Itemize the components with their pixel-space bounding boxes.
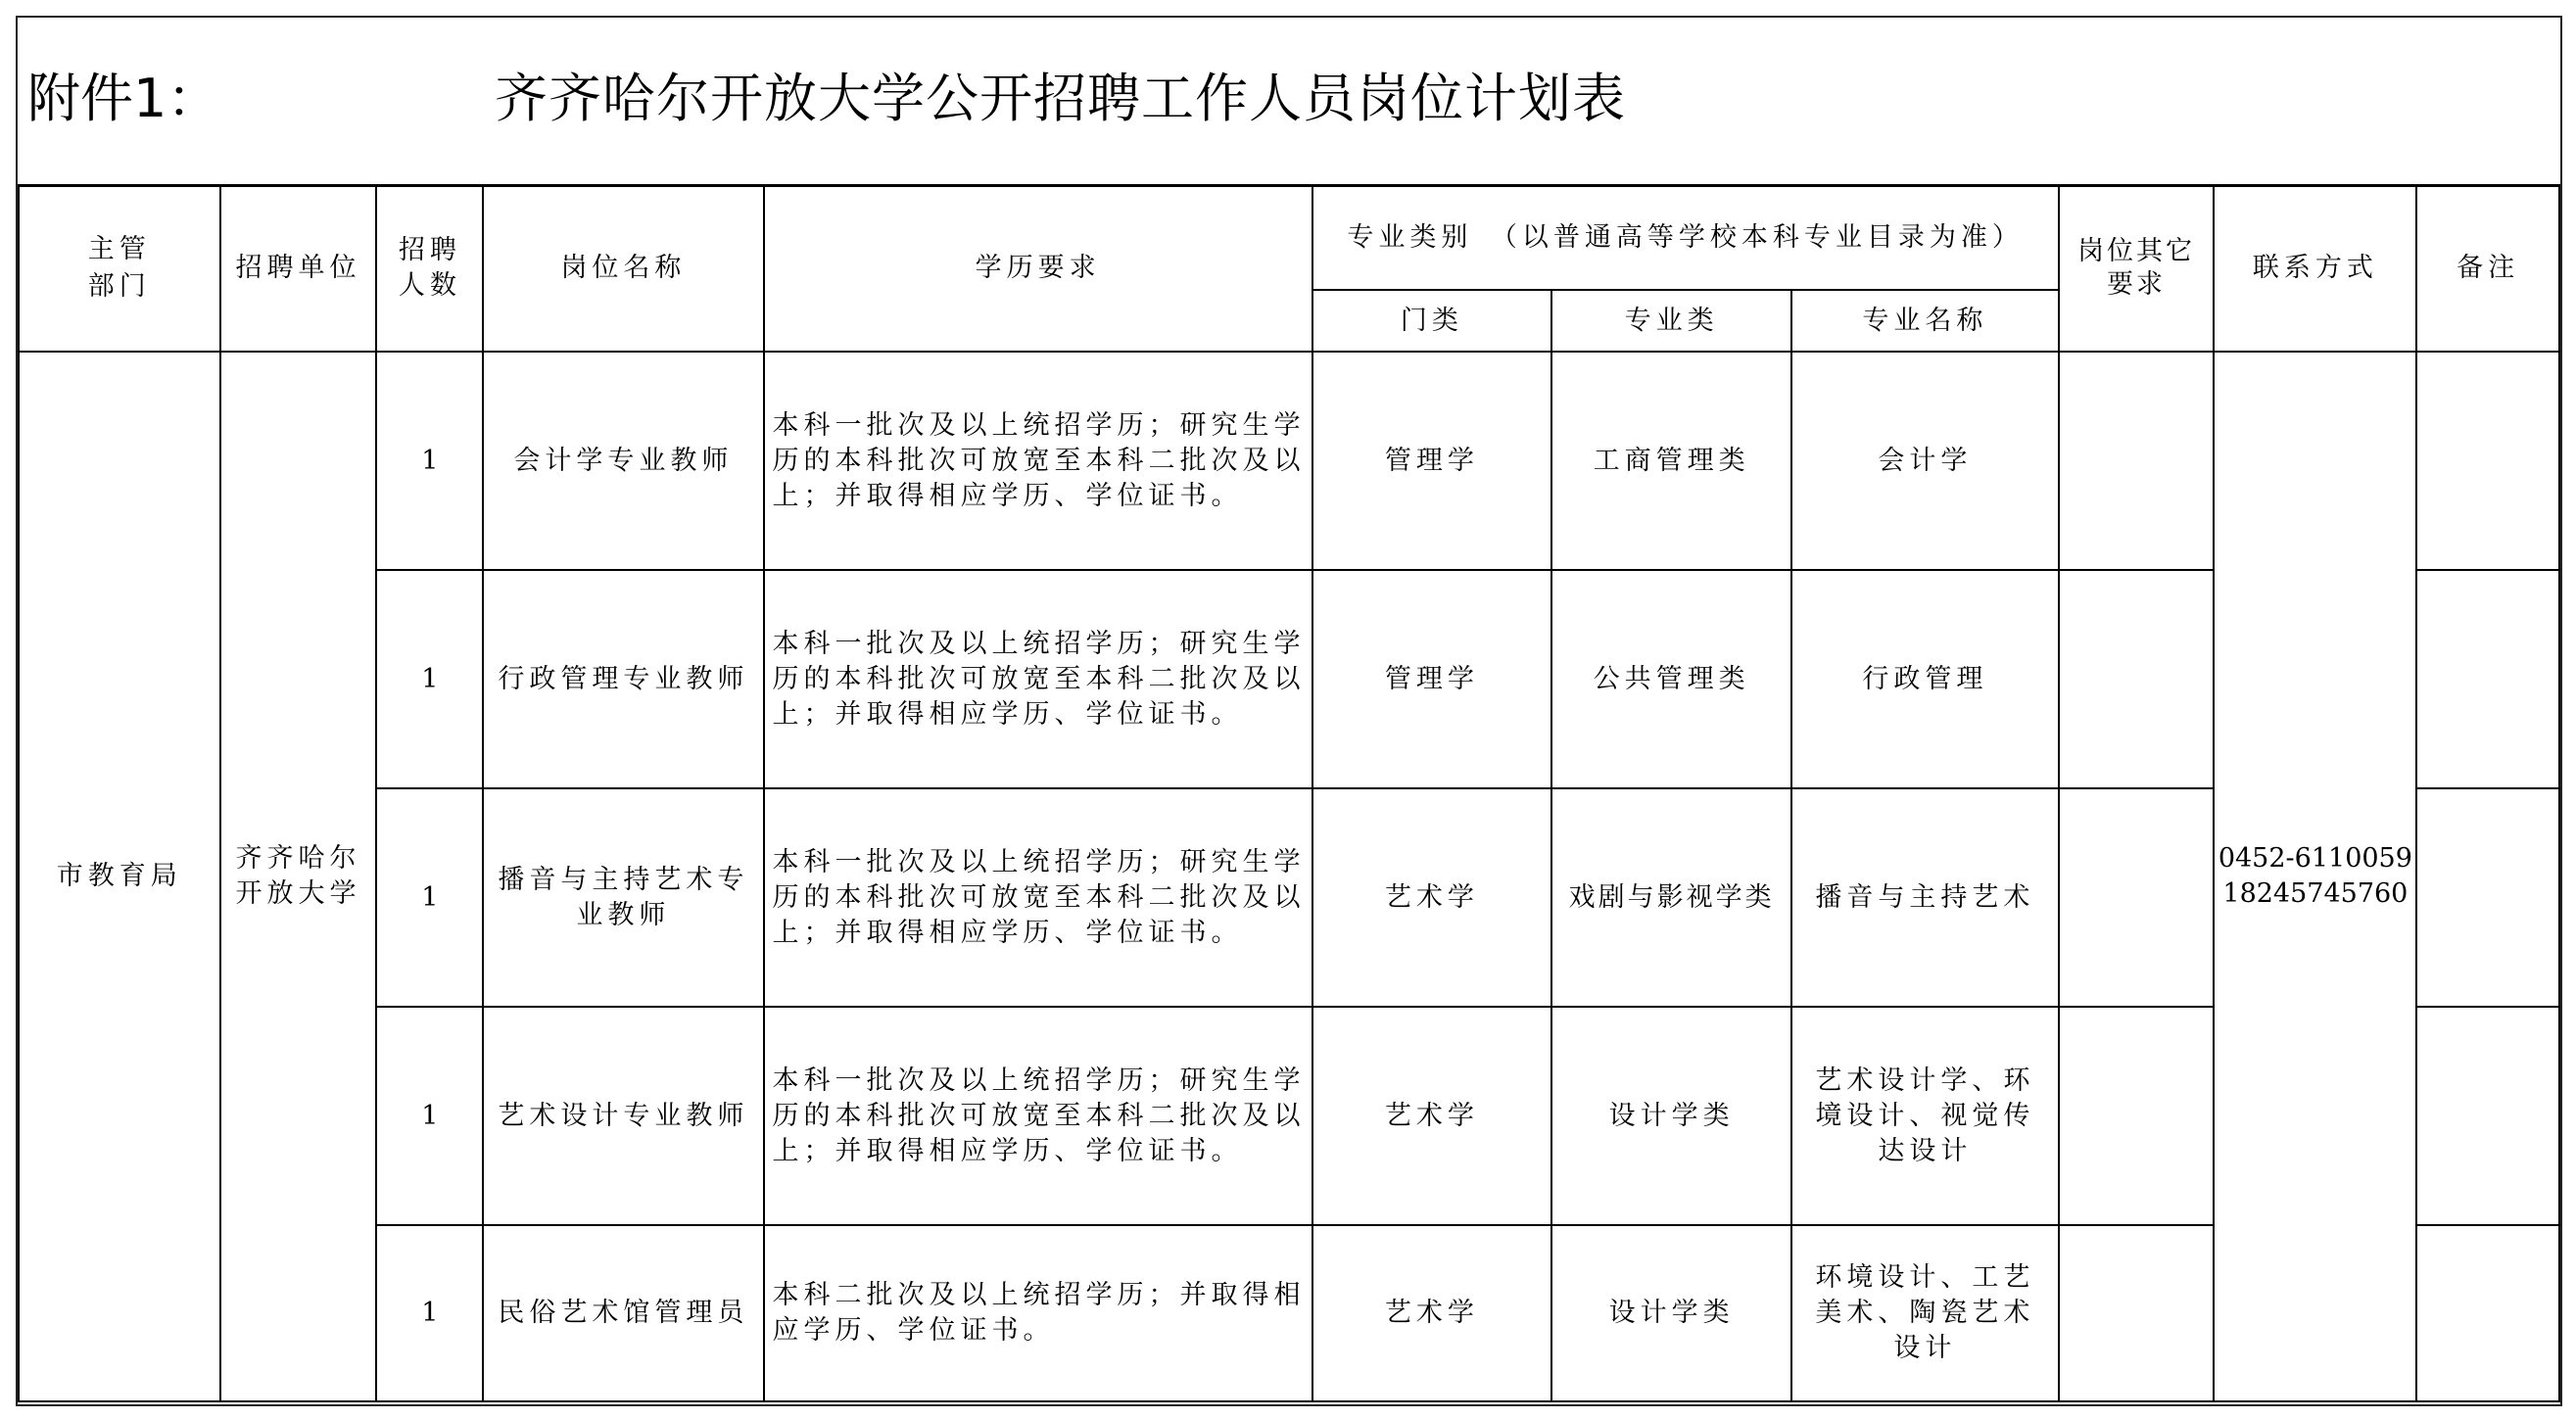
unit-cell: 齐齐哈尔开放大学: [220, 352, 377, 1401]
attachment-label: 附件1：: [27, 68, 220, 129]
col-header-remark: 备注: [2416, 185, 2559, 352]
count-cell: 1: [376, 1007, 483, 1225]
major-class-cell: 工商管理类: [1551, 352, 1791, 570]
page-title: 齐齐哈尔开放大学公开招聘工作人员岗位计划表: [495, 68, 1626, 129]
position-cell: 会计学专业教师: [483, 352, 763, 570]
col-header-contact: 联系方式: [2214, 185, 2416, 352]
table-row: [19, 1225, 2559, 1401]
remark-cell: [2416, 1007, 2559, 1225]
col-header-position: 岗位名称: [483, 185, 763, 352]
position-cell: 行政管理专业教师: [483, 570, 763, 788]
education-cell: 本科一批次及以上统招学历；研究生学历的本科批次可放宽至本科二批次及以上；并取得相应学历、学位证书。: [764, 788, 1312, 1007]
education-cell: 本科一批次及以上统招学历；研究生学历的本科批次可放宽至本科二批次及以上；并取得相应学历、学位证书。: [764, 352, 1312, 570]
contact-phone-1: 0452-6110059: [2218, 843, 2412, 874]
table-row: [19, 352, 2559, 570]
count-cell: 1: [376, 788, 483, 1007]
position-cell: 播音与主持艺术专业教师: [483, 788, 763, 1007]
education-cell: 本科一批次及以上统招学历；研究生学历的本科批次可放宽至本科二批次及以上；并取得相应学历、学位证书。: [764, 570, 1312, 788]
remark-cell: [2416, 570, 2559, 788]
education-cell: 本科二批次及以上统招学历；并取得相应学历、学位证书。: [764, 1225, 1312, 1401]
col-header-major-class: 专业类: [1551, 290, 1791, 352]
col-header-major-name: 专业名称: [1791, 290, 2058, 352]
col-header-unit: 招聘单位: [220, 185, 377, 352]
category-cell: 艺术学: [1312, 1225, 1551, 1401]
major-class-cell: 设计学类: [1551, 1225, 1791, 1401]
count-cell: 1: [376, 352, 483, 570]
major-name-cell: 行政管理: [1791, 570, 2058, 788]
other-cell: [2059, 1225, 2215, 1401]
position-cell: 艺术设计专业教师: [483, 1007, 763, 1225]
other-cell: [2059, 570, 2215, 788]
contact-cell: [2214, 352, 2416, 1401]
table-row: [19, 788, 2559, 1007]
title-bar: [18, 18, 2560, 187]
category-cell: 艺术学: [1312, 1007, 1551, 1225]
remark-cell: [2416, 1225, 2559, 1401]
position-cell: 民俗艺术馆管理员: [483, 1225, 763, 1401]
remark-cell: [2416, 788, 2559, 1007]
col-header-category: 门类: [1312, 290, 1551, 352]
major-class-cell: 戏剧与影视学类: [1551, 788, 1791, 1007]
col-header-education: 学历要求: [764, 185, 1312, 352]
other-cell: [2059, 352, 2215, 570]
remark-cell: [2416, 352, 2559, 570]
category-cell: 管理学: [1312, 352, 1551, 570]
dept-cell: 市教育局: [19, 352, 220, 1401]
col-header-other: 岗位其它要求: [2059, 185, 2215, 352]
table-row: [19, 1007, 2559, 1225]
table-row: [19, 570, 2559, 788]
count-cell: 1: [376, 1225, 483, 1401]
category-cell: 管理学: [1312, 570, 1551, 788]
major-name-cell: 环境设计、工艺美术、陶瓷艺术设计: [1791, 1225, 2058, 1401]
col-header-major-group: 专业类别 （以普通高等学校本科专业目录为准）: [1312, 185, 2059, 290]
other-cell: [2059, 788, 2215, 1007]
contact-phone-2: 18245745760: [2222, 878, 2409, 909]
education-cell: 本科一批次及以上统招学历；研究生学历的本科批次可放宽至本科二批次及以上；并取得相应学历、学位证书。: [764, 1007, 1312, 1225]
major-name-cell: 会计学: [1791, 352, 2058, 570]
major-name-cell: 艺术设计学、环境设计、视觉传达设计: [1791, 1007, 2058, 1225]
major-class-cell: 设计学类: [1551, 1007, 1791, 1225]
col-header-count: 招聘人数: [376, 185, 483, 352]
count-cell: 1: [376, 570, 483, 788]
position-plan-table: [18, 184, 2560, 1402]
col-header-dept: 主管部门: [19, 185, 220, 352]
category-cell: 艺术学: [1312, 788, 1551, 1007]
document-sheet: [16, 16, 2562, 1406]
major-name-cell: 播音与主持艺术: [1791, 788, 2058, 1007]
major-class-cell: 公共管理类: [1551, 570, 1791, 788]
other-cell: [2059, 1007, 2215, 1225]
